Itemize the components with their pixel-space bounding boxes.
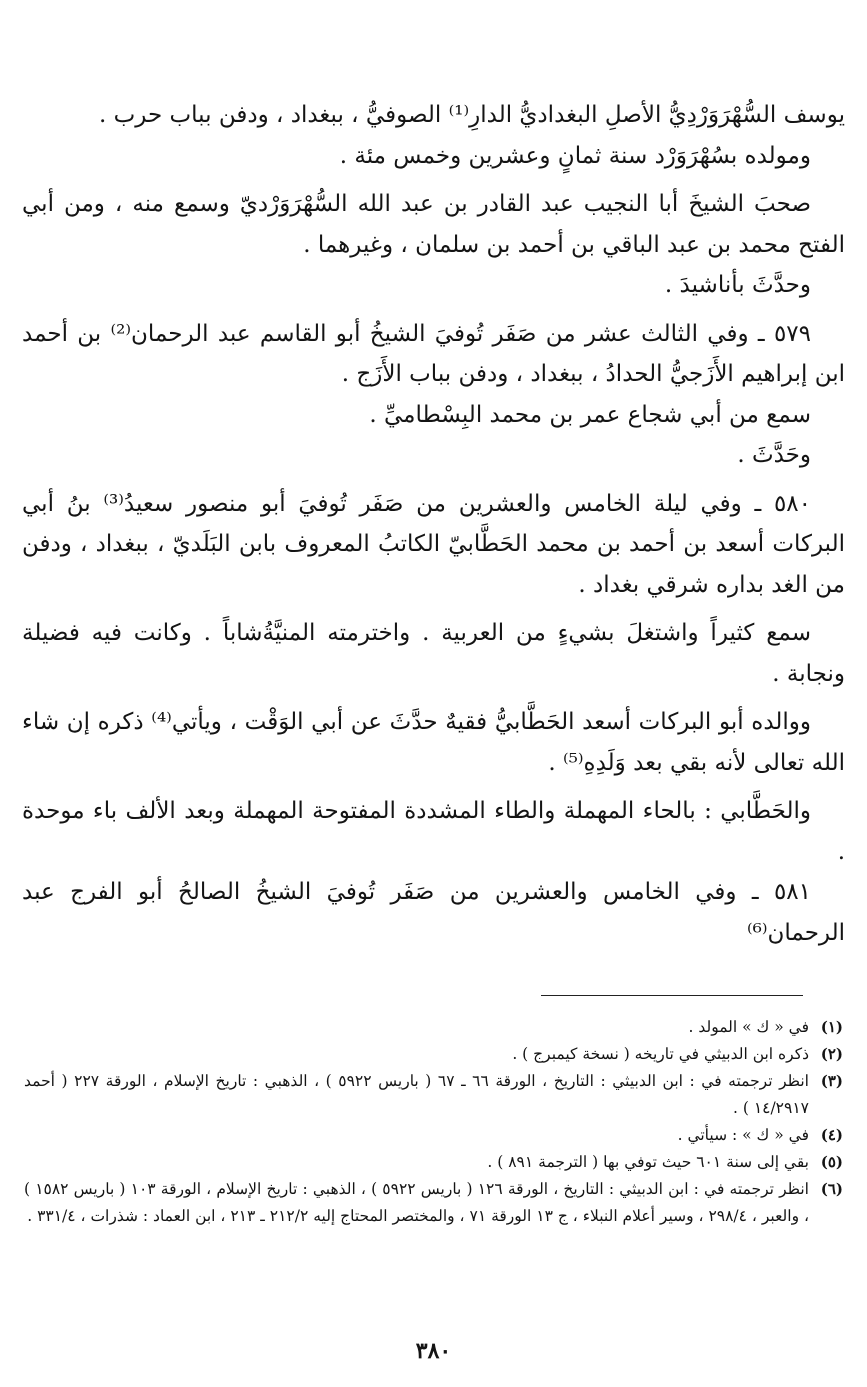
paragraph-6: سمع من أبي شجاع عمر بن محمد البِسْطاميِّ . [369, 401, 811, 428]
footnote-number: (٢) [820, 1045, 843, 1063]
footnote-text: انظر ترجمته في : ابن الدبيثي : التاريخ ، الورقة ٦٦ ـ ٦٧ ( باريس ٥٩٢٢ ) ، الذهبي : تاريخ الإسلام ، الورقة ٢٢٧ ( أحمد ١٤/٢٩١٧ ) . [24, 1072, 809, 1117]
paragraph-10: ووالده أبو البركات أسعد الحَطَّابيُّ فقيهٌ حدَّثَ عن أبي الوَقْت ، ويأتي⁽⁴⁾ ذكره إن شاء الله تعالى لأنه بقي بعد وَلَدِهِ⁽⁵⁾ . [22, 709, 845, 776]
footnote [24, 1176, 843, 1230]
paragraph-4: وحدَّثَ بأناشيدَ . [664, 272, 811, 298]
footnote [24, 1149, 843, 1176]
footnotes [24, 1014, 843, 1230]
main-text [22, 95, 845, 953]
paragraph-9: سمع كثيراً واشتغلَ بشيءٍ من العربية . واخترمته المنيَّةُشاباً . وكانت فيه فضيلة ونجابة . [22, 620, 845, 687]
footnote-text: في « ك » المولد . [688, 1018, 809, 1036]
entry-579: ٥٧٩ ـ وفي الثالث عشر من صَفَر تُوفيَ الشيخُ أبو القاسم عبد الرحمان⁽²⁾ بن أحمد ابن إبراهيم الأَزَجيُّ الحدادُ ، ببغداد ، ودفن بباب الأَزَج . [22, 320, 845, 387]
paragraph-7: وحَدَّثَ . [737, 442, 811, 468]
footnote-divider [541, 995, 803, 996]
footnote-number: (٣) [820, 1072, 843, 1090]
footnote-text: انظر ترجمته في : ابن الدبيثي : التاريخ ، الورقة ١٢٦ ( باريس ٥٩٢٢ ) ، الذهبي : تاريخ الإسلام ، الورقة ١٠٣ ( باريس ١٥٨٢ ) ، والعبر ، ٢٩٨/٤ ، وسير أعلام النبلاء ، ج ١٣ الورقة ٧١ ، والمختصر المحتاج إليه ٢١٢/٢ ـ ٢١٣ ، ابن العماد : شذرات ، ٣٣١/٤ . [24, 1180, 809, 1225]
footnote [24, 1122, 843, 1149]
footnote-number: (٦) [820, 1180, 843, 1198]
footnote [24, 1014, 843, 1041]
footnote-text: في « ك » : سيأتي . [677, 1126, 809, 1144]
paragraph-1: يوسف السُّهْرَوَرْدِيُّ الأصلِ البغداديُّ الدارِ⁽¹⁾ الصوفيُّ ، ببغداد ، ودفن بباب حرب . [99, 102, 845, 128]
paragraph-2: ومولده بسُهْرَوَرْد سنة ثمانٍ وعشرين وخمس مئة . [339, 142, 811, 169]
page-number: ٣٨٠ [415, 1338, 452, 1364]
paragraph-3: صحبَ الشيخَ أبا النجيب عبد القادر بن عبد الله السُّهْرَوَرْديّ وسمع منه ، ومن أبي الفتح محمد بن عبد الباقي بن أحمد بن سلمان ، وغيرهما . [22, 191, 845, 258]
footnote-text: ذكره ابن الدبيثي في تاريخه ( نسخة كيمبرج ) . [512, 1045, 809, 1063]
footnote [24, 1041, 843, 1068]
footnote [24, 1068, 843, 1122]
footnote-number: (٤) [820, 1126, 843, 1144]
entry-580: ٥٨٠ ـ وفي ليلة الخامس والعشرين من صَفَر تُوفيَ أبو منصور سعيدُ⁽³⁾ بنُ أبي البركات أسعد بن أحمد بن محمد الحَطَّابيّ الكاتبُ المعروف بابن البَلَديّ ، ببغداد ، ودفن من الغد بداره شرقي بغداد . [22, 490, 845, 598]
footnote-text: بقي إلى سنة ٦٠١ حيث توفي بها ( الترجمة ٨٩١ ) . [487, 1153, 809, 1171]
footnote-number: (٥) [820, 1153, 843, 1171]
entry-581: ٥٨١ ـ وفي الخامس والعشرين من صَفَر تُوفيَ الشيخُ الصالحُ أبو الفرج عبد الرحمان⁽⁶⁾ [22, 879, 845, 946]
footnote-number: (١) [820, 1018, 843, 1036]
paragraph-11: والحَطَّابي : بالحاء المهملة والطاء المشددة المفتوحة المهملة وبعد الألف باء موحدة . [22, 798, 845, 865]
